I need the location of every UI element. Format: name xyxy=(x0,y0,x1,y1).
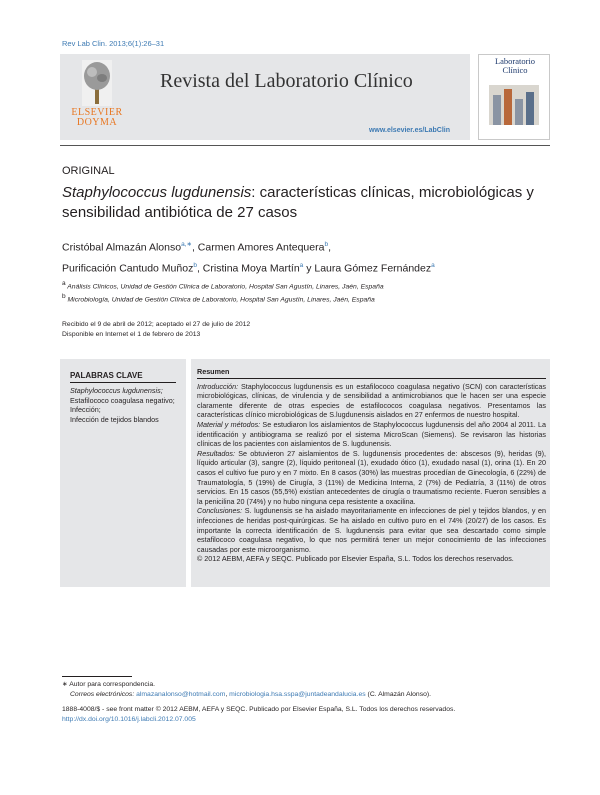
keywords-panel xyxy=(60,359,186,587)
article-dates xyxy=(62,320,550,340)
affiliation-item: $^b$ Microbiología, Unidad de Gestión Clínica de Laboratorio, Hospital San Agustín, Linares, Jaén, España xyxy=(62,293,375,304)
doi-link[interactable]: http://dx.doi.org/10.1016/j.labcli.2012.07.005 xyxy=(62,716,196,723)
abstract-introduction: Introducción: Staphylococcus lugdunensis es un estafilococo coagulasa negativo (SCN) con características microbiológicas, clínicas, de virulencia y de sensibilidad a antimicrobianos que le hacen ser una especie claramente diferente de otras especies de estafilococos coagulasa negativos. Presentamos las características clínico microbiológicas de S.lugdunensis aislados en 27 enfermos de nuestro hospital. xyxy=(197,381,546,420)
author-name: Cristina Moya Martín xyxy=(202,262,300,274)
journal-url-link[interactable]: www.elsevier.es/LabClin xyxy=(368,127,450,134)
author-name: Carmen Amores Antequera xyxy=(197,241,325,254)
email-link[interactable]: microbiologia.hsa.sspa@juntadeandalucia.es xyxy=(229,691,366,698)
footnote-divider xyxy=(62,676,132,677)
affiliations xyxy=(62,279,550,306)
keyword-item: Estafilococo coagulasa negativo; xyxy=(70,395,175,405)
keyword-item: Infección; xyxy=(70,405,101,415)
email-link[interactable]: almazanalonso@hotmail.com xyxy=(136,691,226,698)
journal-citation: Rev Lab Clin. 2013;6(1):26–31 xyxy=(62,39,165,48)
keywords-heading: PALABRAS CLAVE xyxy=(70,371,176,383)
elsevier-logo xyxy=(66,60,128,134)
logo-text-elsevier: ELSEVIER xyxy=(71,107,123,118)
author-affiliation-marker: a xyxy=(431,261,435,269)
journal-title: Revista del Laboratorio Clínico xyxy=(160,70,413,92)
footnote xyxy=(62,680,550,700)
abstract-copyright: © 2012 AEBM, AEFA y SEQC. Publicado por Elsevier España, S.L. Todos los derechos reservados. xyxy=(197,554,514,564)
keywords-list xyxy=(70,386,180,424)
received-date: Recibido el 9 de abril de 2012; aceptado el 27 de julio de 2012 xyxy=(62,321,251,328)
article-title-rest: : características clínicas, microbiológicas y sensibilidad antibiótica de 27 casos xyxy=(62,184,534,221)
author-name: Laura Gómez Fernández xyxy=(314,262,432,274)
logo-text-doyma: DOYMA xyxy=(76,117,118,128)
online-date: Disponible en Internet el 1 de febrero de 2013 xyxy=(62,331,201,338)
abstract-panel xyxy=(191,359,550,587)
article-title xyxy=(62,183,550,223)
author-affiliation-marker: a xyxy=(299,261,304,269)
affiliation-item: $^a$ Análisis Clínicos, Unidad de Gestión Clínica de Laboratorio, Hospital San Agustín, Linares, Jaén, España xyxy=(62,280,384,291)
keyword-item: Staphylococcus lugdunensis; xyxy=(70,386,163,395)
journal-cover-thumbnail[interactable] xyxy=(478,54,550,140)
abstract-conclusions: Conclusiones: S. lugdunensis se ha aislado mayoritariamente en infecciones de piel y tejidos blandos, y en infecciones de heridas post-quirúrgicas. Se ha aislado en cultivo puro en el 74% (20/27) de los casos. Es importante la correcta identificación de S. lugdunensis para evitar que sea descartado como simple estafilococo coagulasa negativo, lo que nos permitirá tener un mejor conocimiento de las infecciones causadas por este microorganismo. xyxy=(197,506,546,554)
author-list: Cristóbal Almazán Alonso$^{a,∗}$, Carmen Amores Antequera$^b$, Purificación Cantudo Muñoz$^b$, Cristina Moya Martín$^a$ y Laura Gómez Fernández$^a$ xyxy=(62,241,435,274)
issn-line xyxy=(62,705,550,725)
corresponding-author-note: ∗ Autor para correspondencia. xyxy=(62,681,155,688)
article-title-species: Staphylococcus lugdunensis xyxy=(62,184,252,201)
abstract-methods: Material y métodos: Se estudiaron los aislamientos de Staphylococcus lugdunensis del año 2004 al 2011. La identificación y antibiograma se realizó por el sistema MicroScan (Siemens). Se revisaron las historias clínicas de los pacientes con aislamientos de S. lugdunensis. xyxy=(197,419,546,449)
author-name: Cristóbal Almazán Alonso xyxy=(62,241,182,254)
author-affiliation-marker: b xyxy=(193,261,197,269)
elsevier-tree-icon xyxy=(82,60,112,106)
cover-image xyxy=(489,85,539,125)
author-name: Purificación Cantudo Muñoz xyxy=(62,262,194,274)
cover-title: Laboratorio Clínico xyxy=(494,56,536,75)
email-note: Correos electrónicos: almazanalonso@hotmail.com, microbiologia.hsa.sspa@juntadeandalucia.es (C. Almazán Alonso). xyxy=(70,691,432,698)
keyword-item: Infección de tejidos blandos xyxy=(70,414,159,424)
section-label: ORIGINAL xyxy=(62,165,115,177)
abstract-results: Resultados: Se obtuvieron 27 aislamientos de S. lugdunensis procedentes de: abscesos (9), heridas (9), líquido articular (3), sangre (2), líquido peritoneal (1), exudado ótico (1), exudado nasal (1), orina (1). En 20 casos el cultivo fue puro y en 7 mixto. En 8 casos (30%) las muestras procedían de Ginecología, 6 (22%) de Traumatología, 5 (19%) de Cirugía, 3 (11%) de Medicina Interna, 2 (7%) de Pediatría, 3 (11%) de otros servicios. En 15 casos (55,5%) existían antecedentes de cirugía o traumatismo reciente. Fueron sensibles a la penicilina 20 (74%) y no hubo ninguna cepa resistente a oxacilina. xyxy=(197,448,547,506)
author-affiliation-marker: a,∗ xyxy=(181,241,192,248)
abstract-heading: Resumen xyxy=(197,367,546,379)
author-affiliation-marker: b xyxy=(324,241,329,248)
issn-text: 1888-4008/$ - see front matter © 2012 AEBM, AEFA y SEQC. Publicado por Elsevier España, S.L. Todos los derechos reservados. xyxy=(62,706,456,713)
header-divider xyxy=(60,145,550,146)
